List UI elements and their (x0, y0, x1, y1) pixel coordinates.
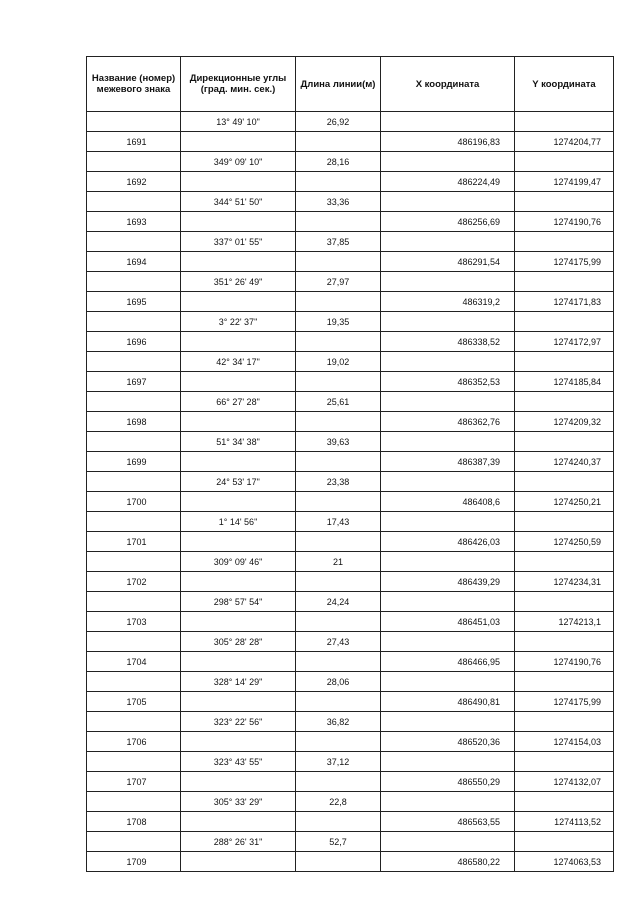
cell-x: 486550,29 (381, 772, 515, 792)
cell-y (515, 792, 614, 812)
table-row-segment (87, 432, 614, 452)
cell-length (296, 212, 381, 232)
cell-angle (181, 252, 296, 272)
cell-angle: 3° 22' 37" (181, 312, 296, 332)
cell-y (515, 432, 614, 452)
cell-y: 1274175,99 (515, 692, 614, 712)
cell-name: 1700 (87, 492, 181, 512)
cell-angle: 337° 01' 55" (181, 232, 296, 252)
cell-x: 486520,36 (381, 732, 515, 752)
cell-x (381, 552, 515, 572)
cell-length: 37,12 (296, 752, 381, 772)
cell-x: 486563,55 (381, 812, 515, 832)
cell-x (381, 112, 515, 132)
table-row-segment (87, 672, 614, 692)
table-row-segment (87, 592, 614, 612)
cell-y (515, 232, 614, 252)
table-row-segment (87, 632, 614, 652)
cell-name (87, 472, 181, 492)
cell-y: 1274175,99 (515, 252, 614, 272)
cell-angle: 351° 26' 49" (181, 272, 296, 292)
table-row-point (87, 812, 614, 832)
cell-name (87, 192, 181, 212)
cell-y (515, 832, 614, 852)
cell-angle (181, 292, 296, 312)
cell-name: 1706 (87, 732, 181, 752)
cell-x: 486319,2 (381, 292, 515, 312)
cell-x (381, 592, 515, 612)
cell-angle: 51° 34' 38" (181, 432, 296, 452)
cell-x (381, 632, 515, 652)
cell-name: 1701 (87, 532, 181, 552)
cell-y: 1274213,1 (515, 612, 614, 632)
cell-name (87, 832, 181, 852)
table-header-row (87, 57, 614, 112)
faint-stamp-mark (470, 855, 620, 879)
table-row-point (87, 492, 614, 512)
table-row-point (87, 172, 614, 192)
document-page (86, 56, 613, 872)
cell-length: 37,85 (296, 232, 381, 252)
cell-name: 1709 (87, 852, 181, 872)
cell-length (296, 852, 381, 872)
cell-name (87, 712, 181, 732)
cell-length: 33,36 (296, 192, 381, 212)
cell-name (87, 272, 181, 292)
cell-y: 1274240,37 (515, 452, 614, 472)
cell-length: 19,35 (296, 312, 381, 332)
cell-x: 486451,03 (381, 612, 515, 632)
cell-y: 1274234,31 (515, 572, 614, 592)
cell-x: 486408,6 (381, 492, 515, 512)
cell-y: 1274063,53 (515, 852, 614, 872)
cell-x (381, 272, 515, 292)
cell-x (381, 712, 515, 732)
table-row-point (87, 412, 614, 432)
cell-x (381, 792, 515, 812)
cell-x (381, 472, 515, 492)
cell-name (87, 112, 181, 132)
cell-y (515, 632, 614, 652)
table-row-point (87, 692, 614, 712)
table-row-segment (87, 512, 614, 532)
cell-length: 19,02 (296, 352, 381, 372)
cell-length: 17,43 (296, 512, 381, 532)
cell-length (296, 692, 381, 712)
cell-angle: 349° 09' 10" (181, 152, 296, 172)
cell-length (296, 172, 381, 192)
cell-name: 1702 (87, 572, 181, 592)
cell-y (515, 592, 614, 612)
cell-angle: 309° 09' 46" (181, 552, 296, 572)
cell-y: 1274199,47 (515, 172, 614, 192)
cell-name: 1707 (87, 772, 181, 792)
cell-length: 21 (296, 552, 381, 572)
cell-angle: 66° 27' 28" (181, 392, 296, 412)
cell-angle (181, 452, 296, 472)
table-row-segment (87, 272, 614, 292)
table-row-segment (87, 792, 614, 812)
cell-angle: 13° 49' 10" (181, 112, 296, 132)
cell-angle (181, 132, 296, 152)
table-row-point (87, 572, 614, 592)
cell-y (515, 712, 614, 732)
cell-name (87, 592, 181, 612)
cell-x: 486490,81 (381, 692, 515, 712)
cell-x (381, 672, 515, 692)
cell-length: 28,06 (296, 672, 381, 692)
coordinates-table (86, 56, 614, 872)
cell-angle (181, 572, 296, 592)
cell-name: 1699 (87, 452, 181, 472)
cell-y: 1274185,84 (515, 372, 614, 392)
cell-length (296, 292, 381, 312)
cell-angle: 323° 22' 56" (181, 712, 296, 732)
cell-y: 1274113,52 (515, 812, 614, 832)
cell-x (381, 432, 515, 452)
cell-name (87, 152, 181, 172)
cell-y: 1274190,76 (515, 652, 614, 672)
table-row-segment (87, 752, 614, 772)
cell-angle: 323° 43' 55" (181, 752, 296, 772)
cell-y (515, 392, 614, 412)
cell-length: 27,97 (296, 272, 381, 292)
table-body (87, 112, 614, 872)
header-angle: Дирекционные углы (град. мин. сек.) (181, 57, 296, 112)
cell-y (515, 112, 614, 132)
cell-angle: 24° 53' 17" (181, 472, 296, 492)
cell-angle: 42° 34' 17" (181, 352, 296, 372)
cell-y (515, 752, 614, 772)
cell-angle (181, 852, 296, 872)
cell-name (87, 392, 181, 412)
cell-angle (181, 332, 296, 352)
cell-y: 1274250,21 (515, 492, 614, 512)
cell-x: 486291,54 (381, 252, 515, 272)
table-row-point (87, 332, 614, 352)
header-x: X координата (381, 57, 515, 112)
cell-name: 1696 (87, 332, 181, 352)
table-row-segment (87, 472, 614, 492)
table-row-point (87, 452, 614, 472)
cell-length (296, 612, 381, 632)
cell-name (87, 752, 181, 772)
cell-name: 1703 (87, 612, 181, 632)
cell-x (381, 152, 515, 172)
cell-x (381, 192, 515, 212)
cell-y: 1274172,97 (515, 332, 614, 352)
cell-angle: 288° 26' 31" (181, 832, 296, 852)
table-row-segment (87, 552, 614, 572)
cell-angle: 344° 51' 50" (181, 192, 296, 212)
cell-angle (181, 532, 296, 552)
cell-x (381, 832, 515, 852)
table-row-segment (87, 152, 614, 172)
cell-name (87, 312, 181, 332)
table-row-segment (87, 312, 614, 332)
cell-name: 1697 (87, 372, 181, 392)
cell-length: 52,7 (296, 832, 381, 852)
header-length: Длина линии(м) (296, 57, 381, 112)
table-row-point (87, 652, 614, 672)
cell-x (381, 752, 515, 772)
cell-name: 1708 (87, 812, 181, 832)
cell-x: 486387,39 (381, 452, 515, 472)
cell-name: 1694 (87, 252, 181, 272)
cell-angle (181, 692, 296, 712)
cell-y (515, 672, 614, 692)
cell-angle (181, 652, 296, 672)
table-row-segment (87, 712, 614, 732)
cell-angle (181, 772, 296, 792)
cell-name (87, 432, 181, 452)
cell-angle: 298° 57' 54" (181, 592, 296, 612)
header-name: Название (номер) межевого знака (87, 57, 181, 112)
cell-length (296, 492, 381, 512)
cell-y: 1274204,77 (515, 132, 614, 152)
cell-length: 36,82 (296, 712, 381, 732)
cell-length: 22,8 (296, 792, 381, 812)
cell-x: 486466,95 (381, 652, 515, 672)
cell-name: 1698 (87, 412, 181, 432)
cell-name: 1692 (87, 172, 181, 192)
cell-angle (181, 212, 296, 232)
cell-x: 486352,53 (381, 372, 515, 392)
cell-y (515, 552, 614, 572)
cell-x: 486224,49 (381, 172, 515, 192)
cell-name (87, 792, 181, 812)
cell-y (515, 152, 614, 172)
cell-x: 486362,76 (381, 412, 515, 432)
cell-angle: 305° 33' 29" (181, 792, 296, 812)
cell-y (515, 192, 614, 212)
cell-y (515, 352, 614, 372)
cell-length: 25,61 (296, 392, 381, 412)
cell-length: 23,38 (296, 472, 381, 492)
cell-x: 486338,52 (381, 332, 515, 352)
cell-x: 486439,29 (381, 572, 515, 592)
cell-angle (181, 412, 296, 432)
cell-length: 39,63 (296, 432, 381, 452)
cell-y: 1274132,07 (515, 772, 614, 792)
cell-name (87, 672, 181, 692)
cell-x: 486196,83 (381, 132, 515, 152)
cell-length: 27,43 (296, 632, 381, 652)
cell-length (296, 252, 381, 272)
cell-x (381, 312, 515, 332)
table-row-segment (87, 192, 614, 212)
cell-length: 26,92 (296, 112, 381, 132)
cell-length (296, 812, 381, 832)
table-row-segment (87, 232, 614, 252)
cell-y: 1274209,32 (515, 412, 614, 432)
cell-y: 1274190,76 (515, 212, 614, 232)
table-row-segment (87, 392, 614, 412)
cell-angle (181, 492, 296, 512)
cell-x: 486580,22 (381, 852, 515, 872)
cell-x (381, 232, 515, 252)
cell-name (87, 232, 181, 252)
cell-name (87, 552, 181, 572)
table-row-point (87, 612, 614, 632)
cell-length: 28,16 (296, 152, 381, 172)
cell-x (381, 352, 515, 372)
table-row-point (87, 292, 614, 312)
cell-length (296, 652, 381, 672)
cell-length (296, 332, 381, 352)
cell-x: 486426,03 (381, 532, 515, 552)
cell-x: 486256,69 (381, 212, 515, 232)
header-y: Y координата (515, 57, 614, 112)
cell-name: 1695 (87, 292, 181, 312)
table-row-segment (87, 832, 614, 852)
cell-y: 1274171,83 (515, 292, 614, 312)
cell-angle (181, 372, 296, 392)
cell-angle (181, 612, 296, 632)
cell-angle (181, 732, 296, 752)
table-row-point (87, 372, 614, 392)
cell-angle: 1° 14' 56" (181, 512, 296, 532)
cell-y (515, 272, 614, 292)
cell-name: 1704 (87, 652, 181, 672)
cell-length (296, 412, 381, 432)
cell-y: 1274250,59 (515, 532, 614, 552)
cell-angle: 328° 14' 29" (181, 672, 296, 692)
cell-length (296, 132, 381, 152)
cell-length (296, 732, 381, 752)
table-row-point (87, 252, 614, 272)
cell-angle: 305° 28' 28" (181, 632, 296, 652)
cell-name: 1691 (87, 132, 181, 152)
cell-angle (181, 812, 296, 832)
cell-length (296, 572, 381, 592)
cell-x (381, 512, 515, 532)
table-row-segment (87, 352, 614, 372)
cell-length (296, 532, 381, 552)
cell-y (515, 312, 614, 332)
cell-y: 1274154,03 (515, 732, 614, 752)
cell-length (296, 372, 381, 392)
cell-name (87, 512, 181, 532)
table-row-point (87, 732, 614, 752)
table-row-point (87, 212, 614, 232)
table-row-point (87, 772, 614, 792)
cell-name (87, 632, 181, 652)
table-row-point (87, 532, 614, 552)
table-row-point (87, 132, 614, 152)
cell-length: 24,24 (296, 592, 381, 612)
cell-y (515, 472, 614, 492)
cell-y (515, 512, 614, 532)
cell-angle (181, 172, 296, 192)
cell-length (296, 452, 381, 472)
cell-name: 1693 (87, 212, 181, 232)
cell-x (381, 392, 515, 412)
cell-length (296, 772, 381, 792)
table-row-segment (87, 112, 614, 132)
cell-name: 1705 (87, 692, 181, 712)
cell-name (87, 352, 181, 372)
